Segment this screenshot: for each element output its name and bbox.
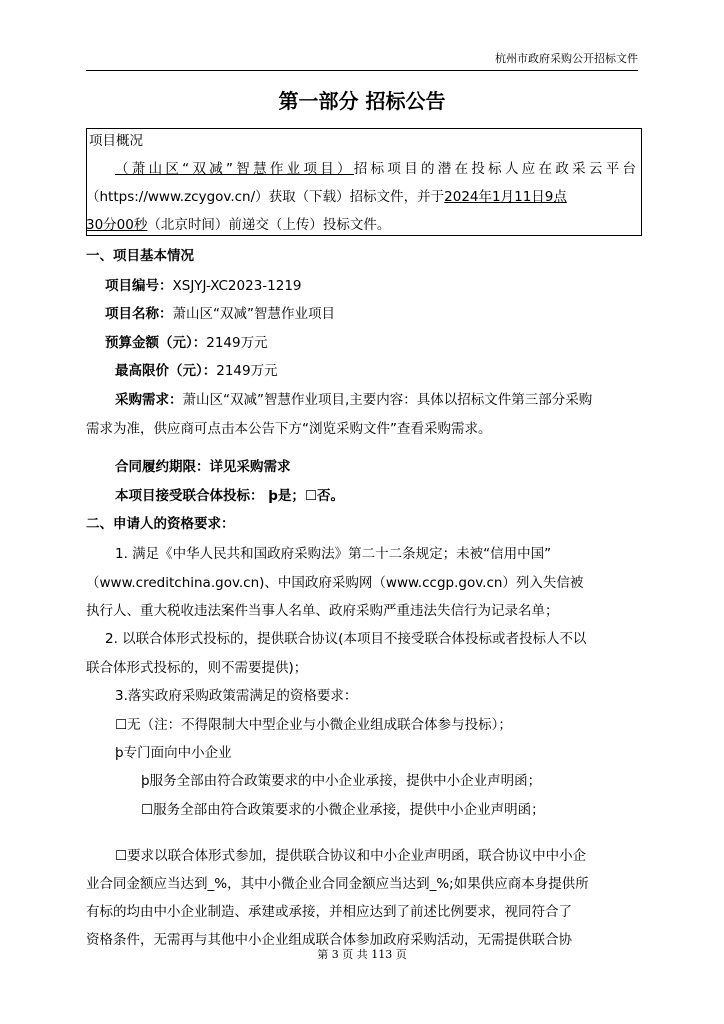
requirement-2-line-1: 2. 以联合体形式投标的，提供联合协议(本项目不接受联合体投标或者投标人不以 — [105, 631, 587, 647]
project-number-value: XSJYJ-XC2023-1219 — [172, 278, 302, 294]
overview-line-2 — [86, 188, 567, 206]
section-2-heading: 二、申请人的资格要求： — [86, 516, 235, 532]
section-1-heading: 一、项目基本情况 — [86, 248, 194, 264]
consortium-paragraph-line-3: 有标的均由中小企业制造、承建或承接，并相应达到了前述比例要求，视同符合了 — [86, 904, 572, 920]
header-divider — [86, 70, 638, 71]
requirement-3: 3.落实政府采购政策需满足的资格要求： — [115, 688, 358, 704]
consortium-paragraph-line-1: ☐要求以联合体形式参加，提供联合协议和中小企业声明函，联合协议中中小企 — [115, 848, 587, 864]
consortium-paragraph-line-4: 资格条件，无需再与其他中小企业组成联合体参加政府采购活动，无需提供联合协 — [86, 932, 572, 948]
budget-row — [105, 334, 268, 352]
requirement-2-line-2: 联合体形式投标的，则不需要提供)； — [86, 660, 308, 676]
project-name-label: 项目名称： — [105, 306, 173, 322]
page-title: 第一部分 招标公告 — [278, 89, 446, 113]
requirement-1-line-3: 执行人、重大税收违法案件当事人名单、政府采购严重违法失信行为记录名单； — [86, 603, 559, 619]
document-header: 杭州市政府采购公开招标文件 — [495, 52, 638, 65]
project-number-row — [105, 277, 302, 295]
overview-line-3-rest: （北京时间）前递交（上传）投标文件。 — [147, 217, 391, 233]
option-sme-a: þ服务全部由符合政策要求的中小企业承接，提供中小企业声明函； — [141, 773, 542, 789]
overview-line-2-text: （https://www.zcygov.cn/）获取（下载）招标文件，并于 — [86, 189, 445, 205]
project-name-row — [105, 305, 335, 323]
page-number-footer: 第 3 页 共 113 页 — [317, 948, 407, 961]
overview-project-name: （萧山区“双减”智慧作业项目） — [115, 161, 354, 177]
demand-line-2: 需求为准，供应商可点击本公告下方“浏览采购文件”查看采购需求。 — [86, 421, 492, 437]
overview-line-1 — [115, 160, 637, 178]
max-price-row — [115, 362, 278, 380]
max-price-label: 最高限价（元）： — [115, 363, 217, 379]
option-sme: þ专门面向中小企业 — [115, 745, 232, 761]
budget-value: 2149万元 — [206, 335, 268, 351]
overview-deadline-time: 30分00秒 — [86, 217, 148, 233]
option-sme-b: ☐服务全部由符合政策要求的小微企业承接，提供中小企业声明函； — [141, 802, 545, 818]
overview-line-3 — [86, 216, 390, 234]
consortium-acceptance: 本项目接受联合体投标： þ是；☐否。 — [115, 488, 344, 504]
option-none: ☐无（注：不得限制大中型企业与小微企业组成联合体参与投标）； — [115, 717, 512, 733]
consortium-paragraph-line-2: 业合同金额应当达到_%，其中小微企业合同金额应当达到_%;如果供应商本身提供所 — [86, 876, 589, 892]
demand-label: 采购需求： — [115, 392, 183, 408]
overview-heading: 项目概况 — [89, 133, 143, 149]
contract-period: 合同履约期限：详见采购需求 — [115, 459, 291, 475]
budget-label: 预算金额（元）： — [105, 335, 207, 351]
requirement-1-line-2: （www.creditchina.gov.cn)、中国政府采购网（www.ccgp.gov.cn）列入失信被 — [86, 575, 584, 591]
overview-line-1-rest: 招标项目的潜在投标人应在政采云平台 — [353, 161, 637, 177]
max-price-value: 2149万元 — [216, 363, 278, 379]
demand-line-1 — [115, 391, 592, 409]
requirement-1-line-1: 1. 满足《中华人民共和国政府采购法》第二十二条规定；未被“信用中国” — [115, 546, 552, 562]
project-name-value: 萧山区“双减”智慧作业项目 — [172, 306, 335, 322]
overview-deadline-date: 2024年1月11日9点 — [444, 189, 567, 205]
project-number-label: 项目编号： — [105, 278, 173, 294]
demand-text-1: 萧山区“双减”智慧作业项目,主要内容：具体以招标文件第三部分采购 — [182, 392, 593, 408]
